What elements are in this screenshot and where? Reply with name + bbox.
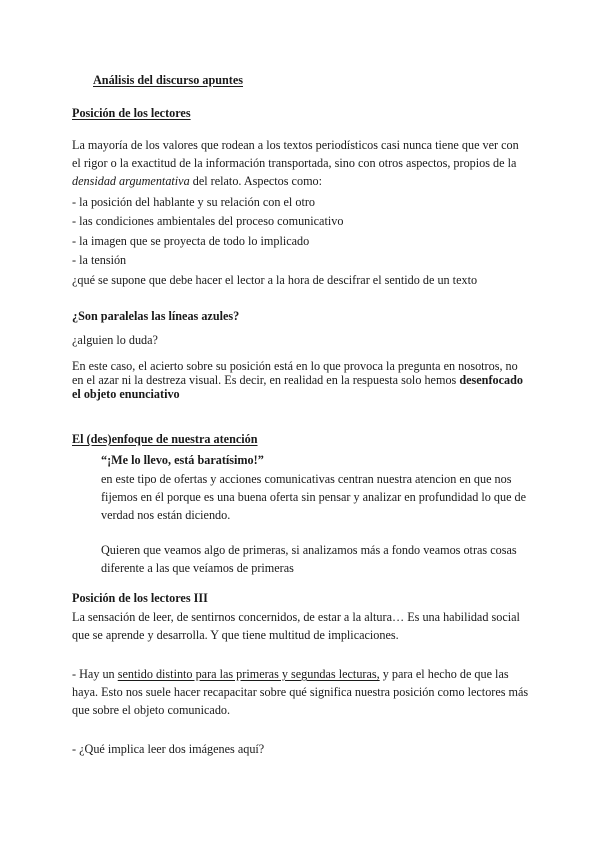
bold-term: el objeto enunciativo [72,387,180,401]
paragraph-line: La mayoría de los valores que rodean a los textos periodísticos casi nunca tiene que ver con [72,138,519,152]
underlined-phrase: sentido distinto para las primeras y segundas lecturas, [117,667,380,681]
question-line: ¿qué se supone que debe hacer el lector a la hora de descifrar el sentido de un texto [72,273,478,287]
list-item: - la posición del hablante y su relación con el otro [72,195,315,209]
paragraph-text: - Hay un [72,667,118,681]
bold-term: desenfocado [459,373,523,387]
paragraph-line [72,667,509,682]
paragraph-line: Quieren que veamos algo de primeras, si analizamos más a fondo veamos otras cosas [101,543,517,557]
paragraph-line [72,174,322,189]
section-heading-posicion-lectores-iii: Posición de los lectores III [72,591,208,605]
paragraph-line: diferente a las que veíamos de primeras [101,561,294,575]
list-item: - las condiciones ambientales del proceso comunicativo [72,214,344,228]
paragraph-line: En este caso, el acierto sobre su posición está en lo que provoca la pregunta en nosotros, no [72,359,518,373]
document-title: Análisis del discurso apuntes [93,73,244,87]
question-line: ¿alguien lo duda? [72,333,158,347]
section-heading-lineas-azules: ¿Son paralelas las líneas azules? [72,309,240,323]
paragraph-text: del relato. Aspectos como: [189,174,323,188]
paragraph-line: verdad nos están diciendo. [101,508,231,522]
paragraph-line: haya. Esto nos suele hacer recapacitar sobre qué significa nuestra posición como lectores más [72,685,529,699]
section-heading-posicion-lectores: Posición de los lectores [72,106,191,120]
list-item: - la imagen que se proyecta de todo lo implicado [72,234,310,248]
section-heading-desenfoque: El (des)enfoque de nuestra atención [72,432,258,446]
quote: “¡Me lo llevo, está baratísimo!” [101,453,264,467]
paragraph-line: que se aprende y desarrolla. Y que tiene multitud de implicaciones. [72,628,399,642]
paragraph-line: que sobre el objeto comunicado. [72,703,231,717]
paragraph-line [72,373,523,388]
paragraph-line: La sensación de leer, de sentirnos concernidos, de estar a la altura… Es una habilidad social [72,610,520,624]
question-line: - ¿Qué implica leer dos imágenes aquí? [72,742,265,756]
paragraph-line: fijemos en él porque es una buena oferta sin pensar y analizar en profundidad lo que de [101,490,527,504]
paragraph-line: el rigor o la exactitud de la información transportada, sino con otros aspectos, propios de la [72,156,517,170]
list-item: - la tensión [72,253,127,267]
italic-term: densidad argumentativa [72,174,190,188]
paragraph-text: en el azar ni la destreza visual. Es decir, en realidad en la respuesta solo hemos [72,373,460,387]
paragraph-line: en este tipo de ofertas y acciones comunicativas centran nuestra atencion en que nos [101,472,512,486]
paragraph-text: y para el hecho de que las [379,667,509,681]
